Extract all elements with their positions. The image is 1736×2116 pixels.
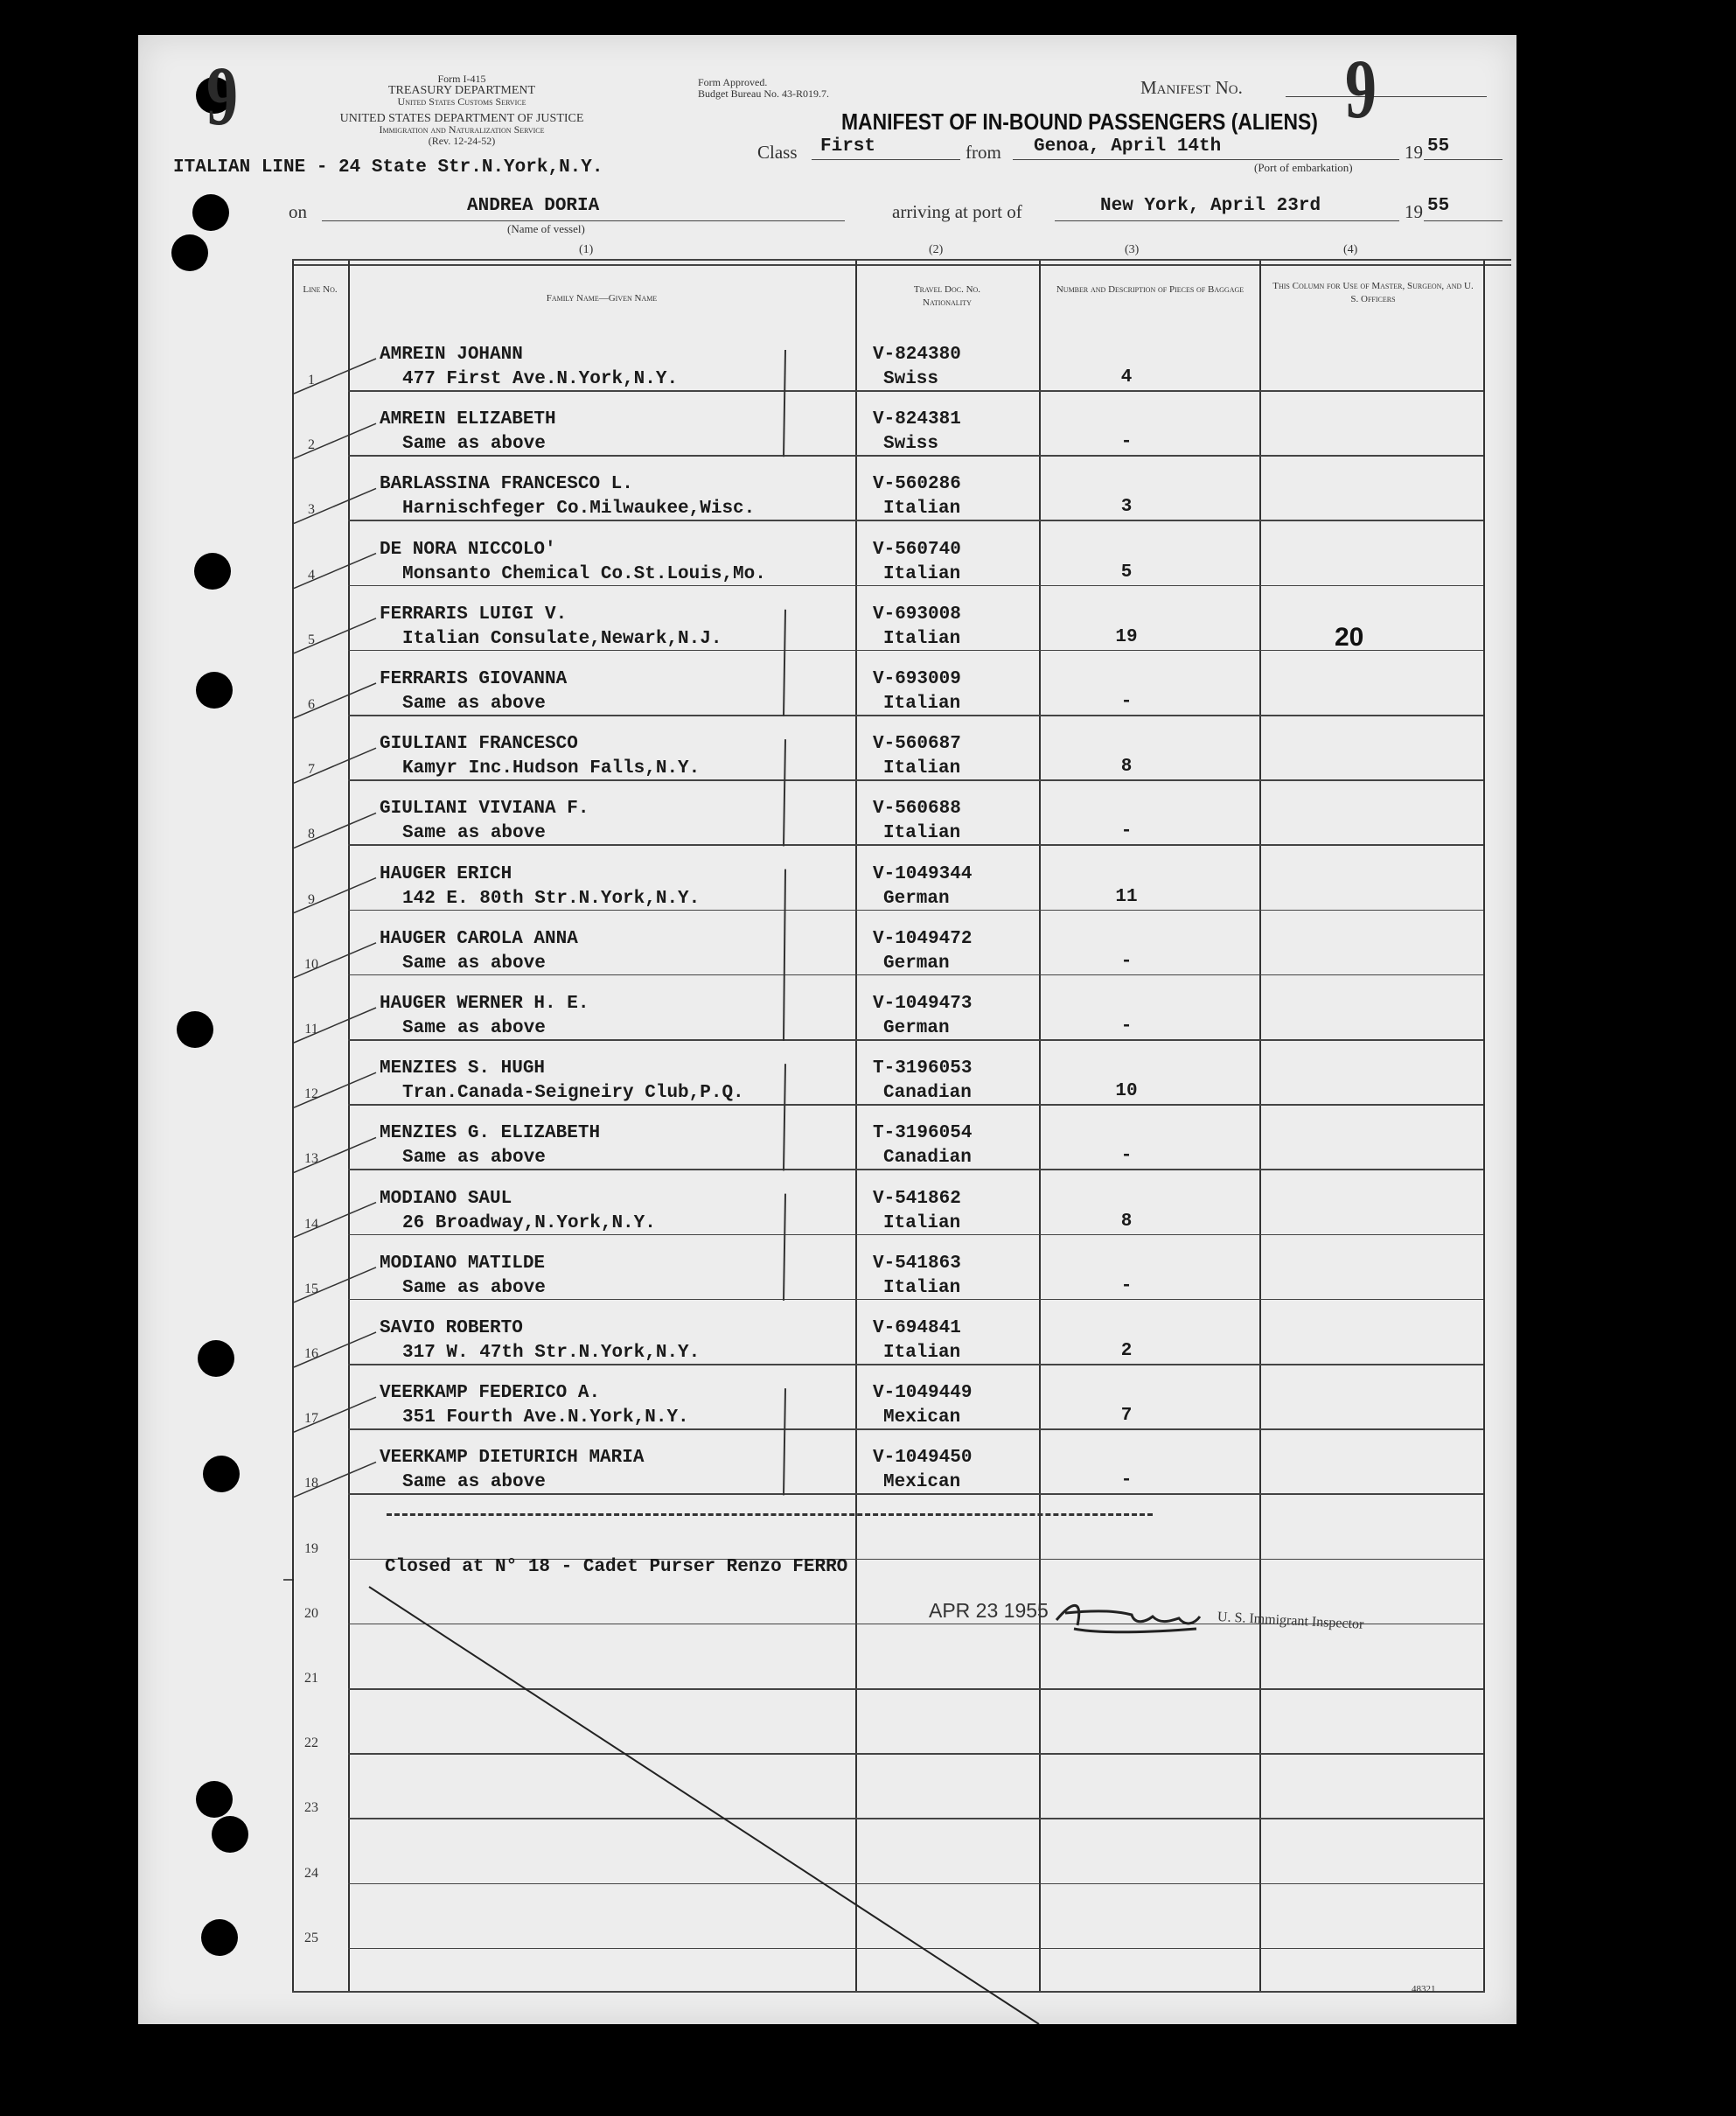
baggage-count: -	[1120, 692, 1133, 712]
passenger-address: Same as above	[402, 823, 546, 844]
passenger-address: Same as above	[402, 694, 546, 714]
nationality: Mexican	[883, 1407, 961, 1428]
passenger-address: Monsanto Chemical Co.St.Louis,Mo.	[402, 563, 766, 584]
travel-doc-number: V-1049472	[873, 928, 973, 949]
nationality: Mexican	[883, 1472, 961, 1493]
dept-ins: Immigration and Naturalization Service	[379, 123, 545, 136]
arriving-label: arriving at port of	[892, 201, 1022, 222]
passenger-name: GIULIANI FRANCESCO	[380, 734, 578, 755]
budget-bureau: Budget Bureau No. 43-R019.7.	[698, 87, 829, 100]
form-title: MANIFEST OF IN-BOUND PASSENGERS (ALIENS)	[841, 108, 1318, 135]
travel-doc-number: V-1049450	[873, 1448, 973, 1469]
passenger-name: DE NORA NICCOLO'	[380, 539, 556, 560]
passenger-address: 351 Fourth Ave.N.York,N.Y.	[402, 1407, 689, 1428]
baggage-count: 8	[1120, 757, 1133, 778]
line-number: 21	[304, 1671, 318, 1686]
baggage-count: 11	[1115, 886, 1138, 907]
line-number: 18	[304, 1476, 318, 1491]
port-caption: (Port of embarkation)	[1254, 161, 1353, 174]
line-number: 19	[304, 1540, 318, 1556]
officer-total: 20	[1335, 623, 1364, 652]
baggage-count: 4	[1120, 367, 1133, 388]
class-label: Class	[757, 142, 798, 163]
line-number: 4	[308, 567, 315, 583]
nationality: Swiss	[883, 434, 939, 455]
baggage-count: 19	[1115, 626, 1138, 647]
baggage-count: -	[1120, 951, 1133, 972]
line-number: 5	[308, 632, 315, 647]
year-prefix: 19	[1405, 142, 1423, 163]
passenger-name: MODIANO MATILDE	[380, 1253, 546, 1274]
line-number: 7	[308, 762, 315, 778]
form-number: Form I-415	[437, 73, 486, 85]
line-number: 14	[304, 1216, 318, 1232]
from-label: from	[966, 142, 1001, 163]
line-number: 9	[308, 891, 315, 907]
baggage-count: -	[1120, 432, 1133, 453]
nationality: Italian	[883, 628, 961, 649]
travel-doc-number: V-693009	[873, 669, 961, 689]
arriving-value: New York, April 23rd	[1100, 196, 1321, 216]
manifest-number: 9	[1345, 42, 1377, 136]
dept-justice: UNITED STATES DEPARTMENT OF JUSTICE	[339, 112, 584, 125]
col-header-baggage: Number and Description of Pieces of Baggage	[1056, 284, 1244, 295]
nationality: Italian	[883, 823, 961, 844]
line-number: 8	[308, 827, 315, 842]
line-number: 10	[304, 956, 318, 972]
line-number: 1	[308, 373, 315, 388]
passenger-address: Harnischfeger Co.Milwaukee,Wisc.	[402, 499, 756, 520]
nationality: Italian	[883, 1212, 961, 1233]
line-number: 12	[304, 1086, 318, 1102]
passenger-address: 26 Broadway,N.York,N.Y.	[402, 1212, 656, 1233]
passenger-address: Kamyr Inc.Hudson Falls,N.Y.	[402, 758, 701, 779]
passenger-address: Same as above	[402, 1277, 546, 1298]
passenger-name: AMREIN JOHANN	[380, 345, 523, 365]
passenger-name: FERRARIS LUIGI V.	[380, 604, 568, 625]
travel-doc-number: T-3196053	[873, 1058, 973, 1079]
passenger-name: HAUGER WERNER H. E.	[380, 994, 589, 1014]
year-prefix-2: 19	[1405, 201, 1423, 222]
col-num-1: (1)	[579, 243, 594, 256]
passenger-address: Tran.Canada-Seigneiry Club,P.Q.	[402, 1083, 744, 1104]
nationality: German	[883, 953, 950, 974]
travel-doc-number: V-560740	[873, 539, 961, 560]
passenger-name: AMREIN ELIZABETH	[380, 409, 556, 430]
baggage-count: -	[1120, 821, 1133, 842]
baggage-count: 3	[1120, 497, 1133, 518]
nationality: Canadian	[883, 1148, 972, 1169]
baggage-count: 5	[1120, 562, 1133, 583]
passenger-name: HAUGER CAROLA ANNA	[380, 928, 578, 949]
passenger-address: Same as above	[402, 1472, 546, 1493]
baggage-count: -	[1120, 1146, 1133, 1167]
line-number: 17	[304, 1411, 318, 1427]
nationality: Italian	[883, 563, 961, 584]
travel-doc-number: V-694841	[873, 1318, 961, 1338]
from-value: Genoa, April 14th	[1034, 136, 1222, 157]
travel-doc-number: T-3196054	[873, 1123, 973, 1144]
form-revision: (Rev. 12-24-52)	[428, 135, 496, 147]
travel-doc-number: V-1049473	[873, 994, 973, 1014]
col-header-officers: This Column for Use of Master, Surgeon, and U. S. Officers	[1272, 281, 1474, 304]
nationality: German	[883, 888, 950, 909]
baggage-count: 2	[1120, 1341, 1133, 1361]
travel-doc-number: V-1049344	[873, 863, 973, 884]
passenger-address: 317 W. 47th Str.N.York,N.Y.	[402, 1343, 701, 1363]
nationality: German	[883, 1018, 950, 1038]
passenger-name: BARLASSINA FRANCESCO L.	[380, 474, 633, 495]
passenger-name: FERRARIS GIOVANNA	[380, 669, 568, 689]
nationality: Italian	[883, 1277, 961, 1298]
baggage-count: 10	[1115, 1081, 1138, 1102]
col-num-3: (3)	[1125, 243, 1140, 256]
passenger-address: 477 First Ave.N.York,N.Y.	[402, 369, 679, 389]
dept-customs: United States Customs Service	[397, 95, 526, 108]
baggage-count: -	[1120, 1016, 1133, 1037]
col-num-4: (4)	[1343, 243, 1358, 256]
nationality: Swiss	[883, 369, 939, 389]
line-number: 6	[308, 697, 315, 712]
line-stamp: ITALIAN LINE - 24 State Str.N.York,N.Y.	[173, 157, 603, 178]
form-approved: Form Approved.	[698, 76, 768, 88]
year-arrival: 55	[1427, 196, 1450, 216]
dept-treasury: TREASURY DEPARTMENT	[387, 84, 536, 97]
baggage-count: -	[1120, 1275, 1133, 1296]
passenger-name: MENZIES G. ELIZABETH	[380, 1123, 601, 1144]
passenger-name: VEERKAMP FEDERICO A.	[380, 1383, 601, 1404]
year-from: 55	[1427, 136, 1450, 157]
nationality: Italian	[883, 1343, 961, 1363]
passenger-address: Italian Consulate,Newark,N.J.	[402, 628, 722, 649]
nationality: Italian	[883, 694, 961, 714]
travel-doc-number: V-541862	[873, 1188, 961, 1209]
line-number: 22	[304, 1735, 318, 1751]
col-header-line-no: Line No.	[303, 284, 338, 295]
passenger-address: Same as above	[402, 1018, 546, 1038]
passenger-name: GIULIANI VIVIANA F.	[380, 799, 589, 820]
line-number: 20	[304, 1605, 318, 1621]
vessel-caption: (Name of vessel)	[507, 222, 585, 235]
closing-note: Closed at N° 18 - Cadet Purser Renzo FERRO	[385, 1557, 848, 1577]
footer-code: 48321	[1412, 1984, 1436, 1994]
passenger-address: Same as above	[402, 953, 546, 974]
manifest-label: Manifest No.	[1140, 77, 1243, 98]
cancel-slash	[138, 35, 1516, 2024]
class-value: First	[820, 136, 876, 157]
line-number: 23	[304, 1800, 318, 1816]
inspector-label: U. S. Immigrant Inspector	[1217, 1610, 1364, 1632]
line-number: 15	[304, 1281, 318, 1296]
nationality: Canadian	[883, 1083, 972, 1104]
baggage-count: 8	[1120, 1211, 1133, 1232]
passenger-address: Same as above	[402, 434, 546, 455]
baggage-count: 7	[1120, 1406, 1133, 1427]
passenger-name: MODIANO SAUL	[380, 1188, 512, 1209]
passenger-name: SAVIO ROBERTO	[380, 1318, 523, 1338]
date-stamp: APR 23 1955	[929, 1599, 1049, 1622]
travel-doc-number: V-824381	[873, 409, 961, 430]
line-number: 11	[304, 1022, 318, 1037]
col-header-doc: Travel Doc. No. Nationality	[913, 284, 981, 308]
travel-doc-number: V-560286	[873, 474, 961, 495]
line-number: 2	[308, 437, 315, 453]
passenger-name: MENZIES S. HUGH	[380, 1058, 546, 1079]
baggage-count: -	[1120, 1470, 1133, 1491]
line-number: 3	[308, 502, 315, 518]
passenger-name: HAUGER ERICH	[380, 863, 512, 884]
travel-doc-number: V-693008	[873, 604, 961, 625]
travel-doc-number: V-824380	[873, 345, 961, 365]
vessel-name: ANDREA DORIA	[467, 196, 600, 216]
travel-doc-number: V-560688	[873, 799, 961, 820]
nationality: Italian	[883, 758, 961, 779]
travel-doc-number: V-1049449	[873, 1383, 973, 1404]
passenger-address: Same as above	[402, 1148, 546, 1169]
passenger-name: VEERKAMP DIETURICH MARIA	[380, 1448, 645, 1469]
line-number: 13	[304, 1151, 318, 1167]
on-label: on	[289, 201, 307, 222]
col-header-name: Family Name—Given Name	[546, 293, 658, 304]
line-number: 16	[304, 1346, 318, 1361]
manifest-page	[138, 35, 1516, 2024]
line-number: 25	[304, 1930, 318, 1945]
nationality: Italian	[883, 499, 961, 520]
travel-doc-number: V-560687	[873, 734, 961, 755]
corner-number: 9	[206, 49, 238, 143]
col-num-2: (2)	[929, 243, 944, 256]
travel-doc-number: V-541863	[873, 1253, 961, 1274]
line-number: 24	[304, 1865, 318, 1881]
passenger-address: 142 E. 80th Str.N.York,N.Y.	[402, 888, 701, 909]
